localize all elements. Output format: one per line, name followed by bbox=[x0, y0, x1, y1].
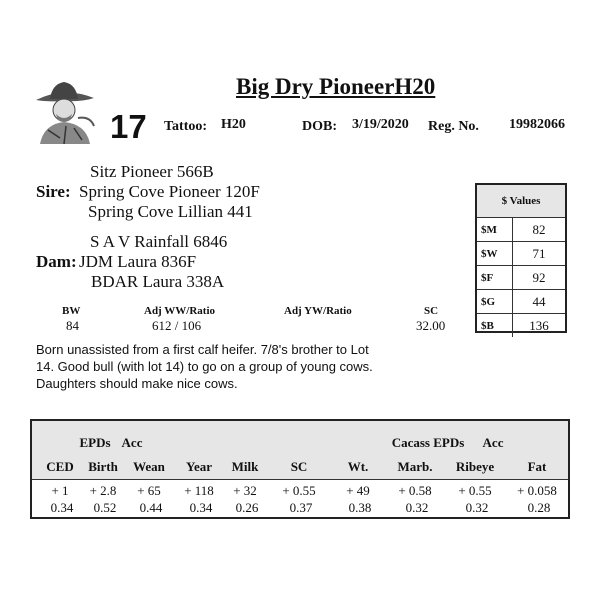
epd-value: + 0.55 bbox=[282, 483, 316, 498]
dollar-value: 92 bbox=[532, 269, 546, 285]
dob-value: 3/19/2020 bbox=[352, 117, 409, 132]
epd-column-header: SC bbox=[290, 459, 308, 474]
sire-label: Sire: bbox=[36, 182, 71, 201]
reg-value: 19982066 bbox=[509, 117, 565, 132]
epd-column-header: Fat bbox=[527, 459, 547, 474]
sc-value: 32.00 bbox=[416, 318, 446, 333]
sire-sire: Sitz Pioneer 566B bbox=[90, 162, 214, 181]
dollar-value-row bbox=[477, 242, 565, 266]
dollar-values-table bbox=[475, 183, 567, 333]
dollar-value-row bbox=[477, 314, 565, 337]
epd-column-header: Ribeye bbox=[455, 459, 495, 474]
epd-header bbox=[32, 421, 568, 480]
epd-value: + 0.058 bbox=[517, 483, 557, 498]
epd-column-header: Year bbox=[186, 459, 212, 474]
dam-label: Dam: bbox=[36, 252, 77, 271]
carcass-epd-caption: Cacass EPDs bbox=[391, 435, 465, 450]
epd-value: + 0.58 bbox=[398, 483, 432, 498]
epd-accuracy: 0.37 bbox=[289, 500, 313, 515]
dam-name: JDM Laura 836F bbox=[79, 252, 197, 271]
epd-column-header: Marb. bbox=[397, 459, 433, 474]
dollar-value: 44 bbox=[532, 293, 546, 309]
epd-column-header: Wean bbox=[133, 459, 165, 474]
dam-sire: S A V Rainfall 6846 bbox=[90, 232, 228, 251]
tattoo-value: H20 bbox=[221, 117, 246, 132]
dollar-value-row bbox=[477, 290, 565, 314]
epd-acc-caption: Acc bbox=[121, 435, 143, 450]
tattoo-label: Tattoo: bbox=[164, 119, 208, 134]
sc-label: SC bbox=[424, 305, 439, 317]
description: Born unassisted from a first calf heifer. 7/8's brother to Lot 14. Good bull (with lot 14) to go on a group of young cows. Daughters should make nice cows. bbox=[36, 342, 373, 391]
yw-label: Adj YW/Ratio bbox=[284, 305, 352, 317]
dollar-value-row bbox=[477, 218, 565, 242]
dollar-values-title: $ Values bbox=[477, 185, 565, 218]
epd-accuracy: 0.52 bbox=[93, 500, 117, 515]
bw-value: 84 bbox=[66, 318, 79, 333]
epd-value: + 0.55 bbox=[458, 483, 492, 498]
ww-label: Adj WW/Ratio bbox=[144, 305, 215, 317]
epd-column-header: Wt. bbox=[347, 459, 369, 474]
dollar-value: 71 bbox=[532, 245, 546, 261]
cowboy-logo-icon bbox=[30, 78, 98, 144]
dollar-value-key: $W bbox=[477, 242, 513, 265]
dollar-value-key: $F bbox=[477, 266, 513, 289]
epd-caption: EPDs bbox=[79, 435, 111, 450]
sire-dam: Spring Cove Lillian 441 bbox=[88, 202, 253, 221]
ww-value: 612 / 106 bbox=[152, 318, 202, 333]
epd-accuracy: 0.32 bbox=[405, 500, 429, 515]
epd-column-header: CED bbox=[46, 459, 74, 474]
epd-accuracy: 0.26 bbox=[235, 500, 259, 515]
epd-accuracy: 0.28 bbox=[527, 500, 551, 515]
dollar-value-key: $M bbox=[477, 218, 513, 241]
carcass-acc-caption: Acc bbox=[482, 435, 504, 450]
epd-column-header: Milk bbox=[231, 459, 259, 474]
epd-value: + 1 bbox=[51, 483, 69, 498]
epd-value: + 32 bbox=[233, 483, 257, 498]
epd-accuracy: 0.34 bbox=[50, 500, 74, 515]
sire-name: Spring Cove Pioneer 120F bbox=[79, 182, 260, 201]
dollar-value-key: $G bbox=[477, 290, 513, 313]
epd-accuracy: 0.34 bbox=[189, 500, 213, 515]
dollar-value: 82 bbox=[532, 221, 546, 237]
epd-column-header: Birth bbox=[88, 459, 118, 474]
epd-value: + 2.8 bbox=[89, 483, 117, 498]
epd-accuracy: 0.32 bbox=[465, 500, 489, 515]
dob-label: DOB: bbox=[302, 119, 337, 134]
epd-accuracy: 0.38 bbox=[348, 500, 372, 515]
dollar-value-key: $B bbox=[477, 314, 513, 337]
epd-table bbox=[30, 419, 570, 519]
bw-label: BW bbox=[62, 305, 81, 317]
epd-value: + 118 bbox=[184, 483, 214, 498]
epd-value: + 65 bbox=[137, 483, 161, 498]
reg-label: Reg. No. bbox=[428, 119, 479, 134]
epd-accuracy: 0.44 bbox=[139, 500, 163, 515]
dam-dam: BDAR Laura 338A bbox=[91, 272, 225, 291]
lot-number: 17 bbox=[110, 108, 147, 145]
dollar-value-row bbox=[477, 266, 565, 290]
dollar-value: 136 bbox=[529, 317, 549, 333]
page-title: Big Dry PioneerH20 bbox=[236, 74, 436, 99]
epd-value: + 49 bbox=[346, 483, 370, 498]
